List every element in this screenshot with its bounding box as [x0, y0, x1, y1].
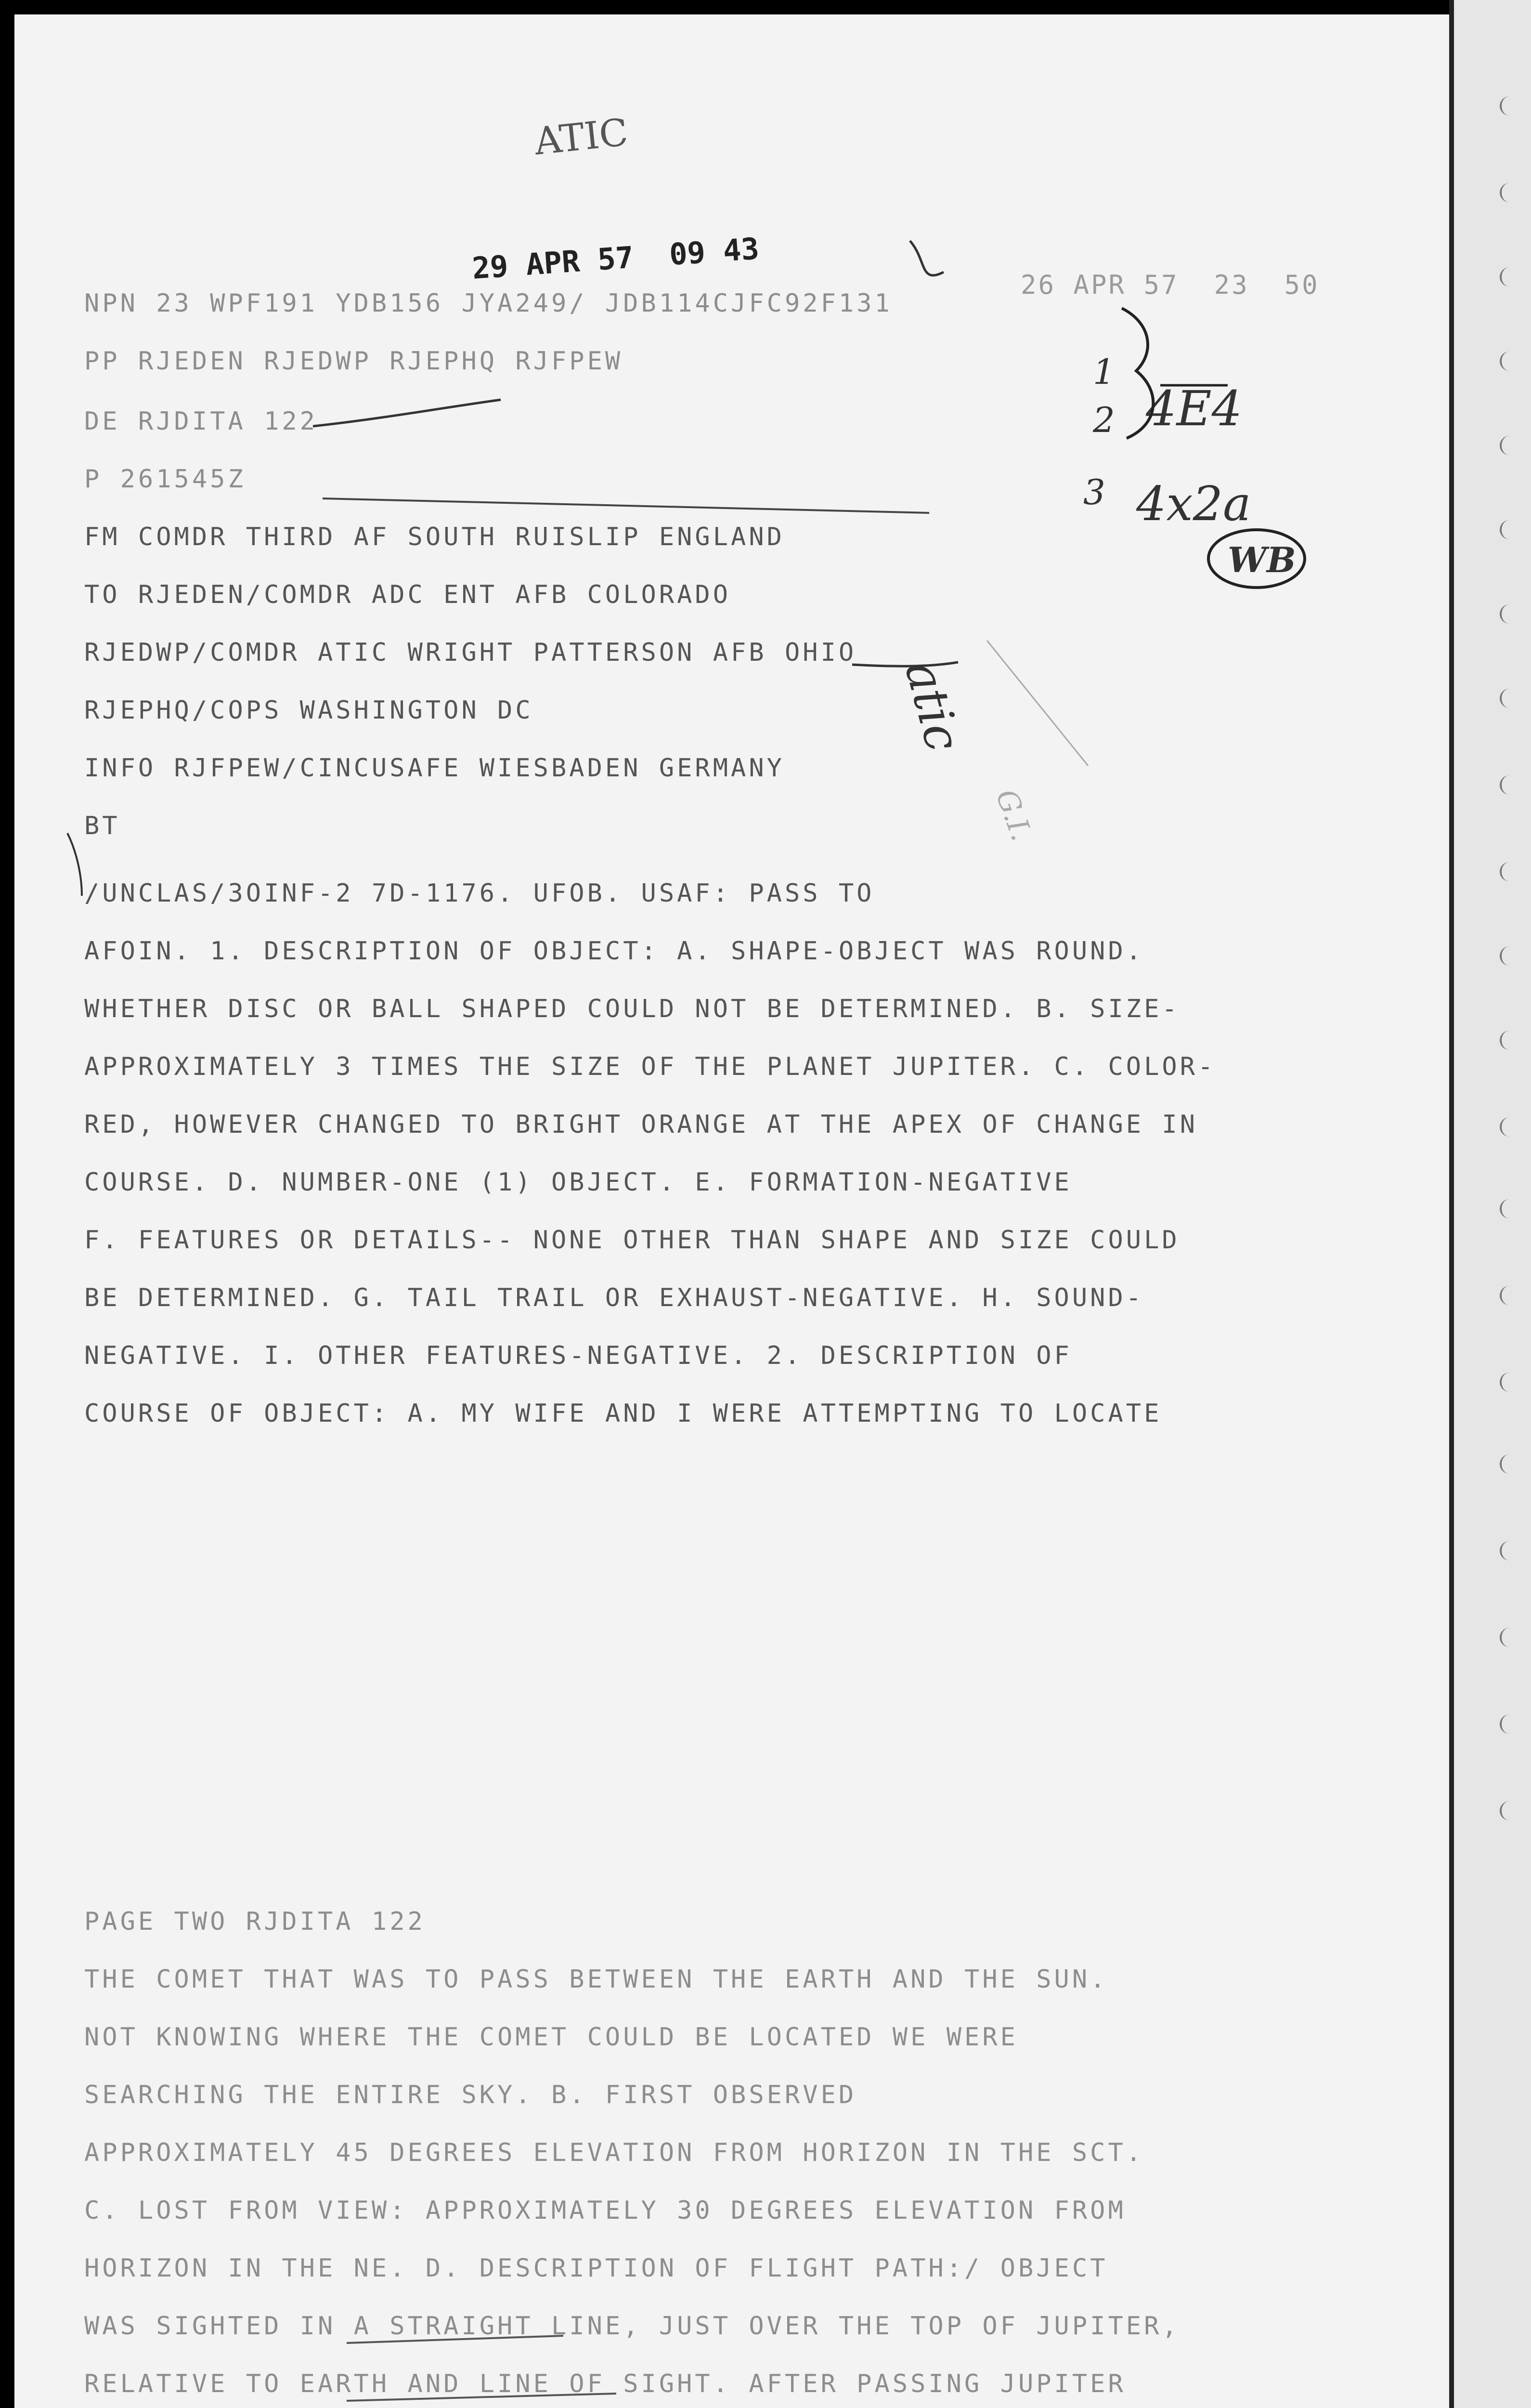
body-line: WHETHER DISC OR BALL SHAPED COULD NOT BE DETERMINED. B. SIZE- [84, 995, 1180, 1023]
routing-line: P 261545Z [84, 465, 246, 494]
scan-border-top [0, 0, 1531, 14]
page-two-line: PAGE TWO RJDITA 122 [84, 1907, 426, 1936]
body-line: COURSE OF OBJECT: A. MY WIFE AND I WERE ATTEMPTING TO LOCATE [84, 1399, 1162, 1428]
teletype-document [14, 14, 1464, 2408]
body-line: COURSE. D. NUMBER-ONE (1) OBJECT. E. FORMATION-NEGATIVE [84, 1168, 1072, 1197]
routing-line: RJEPHQ/COPS WASHINGTON DC [84, 696, 533, 725]
atic-stamp-label: ATIC [532, 111, 630, 164]
handwritten-routing-mark: 2 [1093, 400, 1115, 440]
right-date-stamp: 26 APR 57 23 50 [1021, 270, 1320, 300]
page-two-line: SEARCHING THE ENTIRE SKY. B. FIRST OBSERVED [84, 2081, 857, 2109]
handwritten-routing-mark: 1 [1093, 352, 1115, 392]
scan-border-left [0, 0, 14, 2408]
routing-line: PP RJEDEN RJEDWP RJEPHQ RJFPEW [84, 347, 623, 376]
page-two-line: C. LOST FROM VIEW: APPROXIMATELY 30 DEGREES ELEVATION FROM [84, 2196, 1126, 2225]
body-line: /UNCLAS/3OINF-2 7D-1176. UFOB. USAF: PASS TO [84, 879, 875, 908]
body-line: RED, HOWEVER CHANGED TO BRIGHT ORANGE AT THE APEX OF CHANGE IN [84, 1110, 1198, 1139]
body-line: F. FEATURES OR DETAILS-- NONE OTHER THAN SHAPE AND SIZE COULD [84, 1226, 1180, 1255]
page-two-line: RELATIVE TO EARTH AND LINE OF SIGHT. AFTER PASSING JUPITER [84, 2369, 1126, 2398]
handwritten-margin-note: atic [894, 655, 972, 757]
routing-line: FM COMDR THIRD AF SOUTH RUISLIP ENGLAND [84, 523, 785, 551]
body-line: AFOIN. 1. DESCRIPTION OF OBJECT: A. SHAPE-OBJECT WAS ROUND. [84, 937, 1144, 966]
routing-line: NPN 23 WPF191 YDB156 JYA249/ JDB114CJFC92F131 [84, 289, 893, 318]
received-date-stamp: 29 APR 57 09 43 [471, 231, 761, 286]
handwritten-ink-strokes [14, 14, 1464, 2408]
page-two-line: APPROXIMATELY 45 DEGREES ELEVATION FROM HORIZON IN THE SCT. [84, 2138, 1144, 2167]
handwritten-initials: WB [1228, 539, 1296, 580]
routing-line: DE RJDITA 122 [84, 407, 318, 436]
body-line: NEGATIVE. I. OTHER FEATURES-NEGATIVE. 2. DESCRIPTION OF [84, 1341, 1072, 1370]
carbon-sheet-edge [1449, 0, 1531, 2408]
page-two-line: HORIZON IN THE NE. D. DESCRIPTION OF FLIGHT PATH:/ OBJECT [84, 2254, 1108, 2283]
routing-line: INFO RJFPEW/CINCUSAFE WIESBADEN GERMANY [84, 754, 785, 783]
routing-line: BT [84, 811, 120, 840]
body-line: APPROXIMATELY 3 TIMES THE SIZE OF THE PLANET JUPITER. C. COLOR- [84, 1052, 1216, 1081]
page-two-line: WAS SIGHTED IN A STRAIGHT LINE, JUST OVER THE TOP OF JUPITER, [84, 2312, 1180, 2341]
handwritten-routing-value: 4E4 [1146, 380, 1243, 437]
routing-line: TO RJEDEN/COMDR ADC ENT AFB COLORADO [84, 580, 731, 609]
handwritten-routing-mark: 3 [1083, 472, 1105, 512]
routing-line: RJEDWP/COMDR ATIC WRIGHT PATTERSON AFB OHIO [84, 638, 857, 667]
handwritten-margin-note-2: G.I. [989, 785, 1038, 846]
body-line: BE DETERMINED. G. TAIL TRAIL OR EXHAUST-NEGATIVE. H. SOUND- [84, 1283, 1144, 1312]
page-two-line: NOT KNOWING WHERE THE COMET COULD BE LOCATED WE WERE [84, 2023, 1018, 2052]
handwritten-routing-value: 4x2a [1136, 477, 1251, 532]
page-two-line: THE COMET THAT WAS TO PASS BETWEEN THE EARTH AND THE SUN. [84, 1965, 1108, 1994]
